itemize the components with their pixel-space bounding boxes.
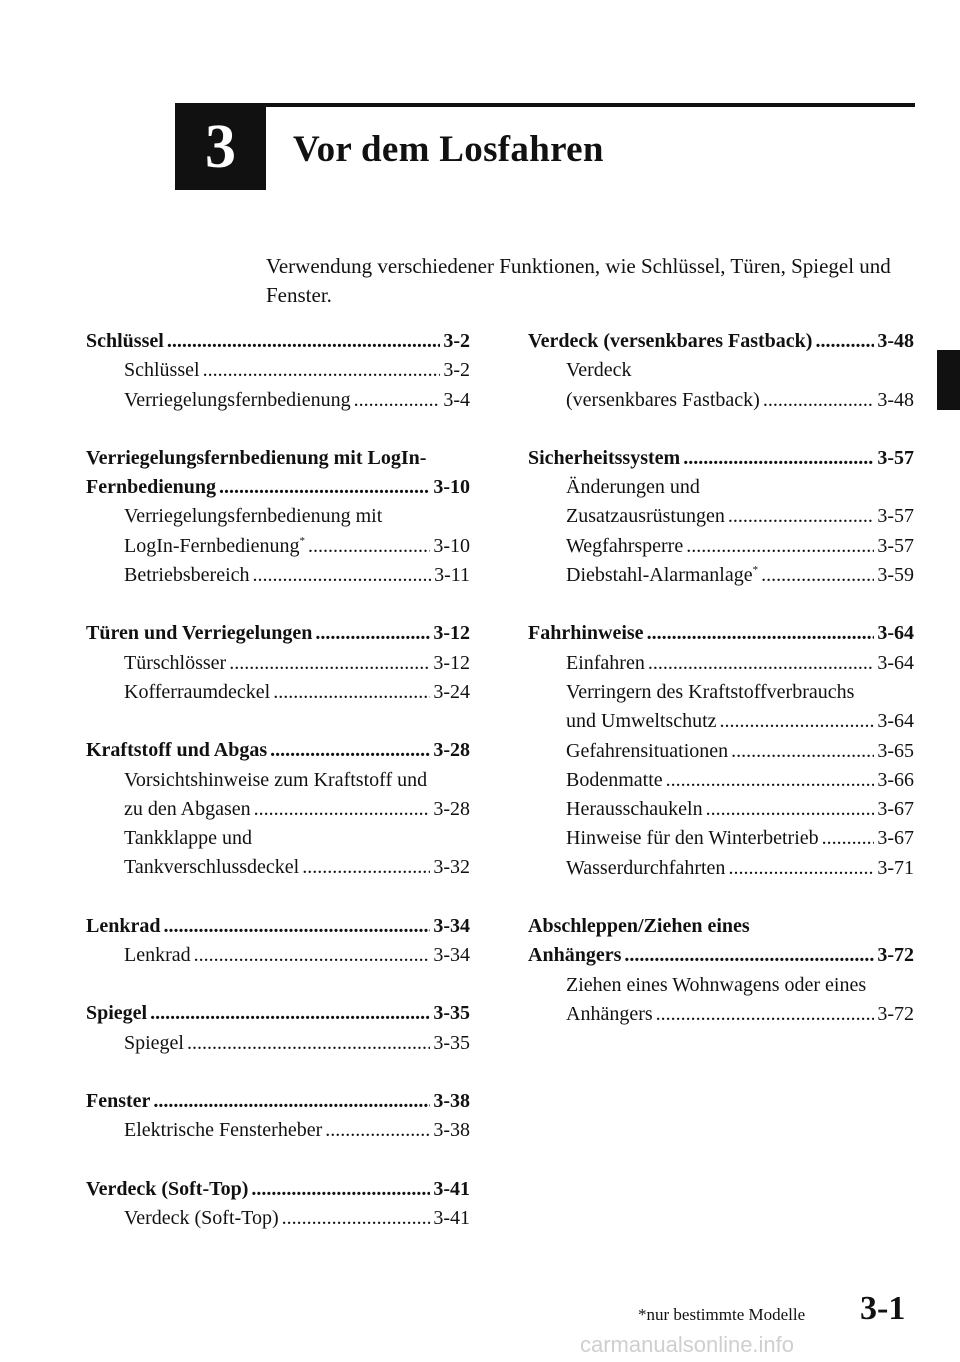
toc-entry[interactable] bbox=[528, 505, 914, 534]
toc-entry[interactable] bbox=[528, 827, 914, 856]
toc-page-ref: 3-12 bbox=[433, 622, 470, 645]
leader-dots bbox=[648, 652, 874, 675]
leader-dots bbox=[167, 330, 441, 353]
leader-dots bbox=[728, 505, 874, 528]
toc-entry[interactable] bbox=[528, 1003, 914, 1032]
chapter-header-rule bbox=[175, 103, 915, 107]
toc-page-ref: 3-34 bbox=[433, 914, 470, 937]
toc-page-ref: 3-64 bbox=[877, 710, 914, 733]
leader-dots bbox=[150, 1002, 430, 1025]
chapter-title: Vor dem Losfahren bbox=[293, 129, 604, 170]
leader-dots bbox=[153, 1090, 430, 1113]
toc-entry-line bbox=[528, 681, 914, 710]
toc-entry-text-wrap bbox=[124, 1119, 322, 1142]
toc-page-ref: 3-28 bbox=[433, 739, 470, 762]
leader-dots bbox=[706, 798, 875, 821]
toc-entry[interactable] bbox=[86, 564, 470, 593]
leader-dots bbox=[273, 681, 430, 704]
leader-dots bbox=[194, 944, 431, 967]
leader-dots bbox=[720, 710, 875, 733]
toc-entry-text-wrap bbox=[566, 769, 663, 792]
toc-page-ref: 3-2 bbox=[443, 330, 470, 352]
leader-dots bbox=[315, 622, 430, 645]
toc-entry-text-wrap bbox=[124, 944, 191, 967]
toc-entry[interactable] bbox=[86, 359, 470, 388]
toc-heading-text: Kraftstoff und Abgas bbox=[86, 739, 268, 762]
leader-dots bbox=[203, 359, 441, 382]
toc-page-ref: 3-41 bbox=[433, 1177, 470, 1200]
chapter-thumb-tab bbox=[937, 350, 960, 410]
toc-entry-text: Verdeck bbox=[566, 359, 632, 382]
toc-page-ref: 3-12 bbox=[433, 651, 470, 674]
toc-entry-text: Wasserdurchfahrten bbox=[566, 856, 726, 879]
toc-entry-text-wrap bbox=[566, 1003, 653, 1026]
toc-entry-text-wrap bbox=[566, 798, 703, 821]
toc-left-column bbox=[86, 330, 470, 1265]
leader-dots bbox=[187, 1032, 430, 1055]
toc-entry-text: und Umweltschutz bbox=[566, 710, 717, 733]
toc-heading-text: Abschleppen/Ziehen eines bbox=[528, 915, 750, 938]
chapter-number-box bbox=[175, 103, 266, 190]
chapter-number: 3 bbox=[205, 112, 236, 181]
toc-page-ref: 3-64 bbox=[877, 622, 914, 645]
toc-entry-text-wrap bbox=[566, 827, 819, 850]
leader-dots bbox=[229, 652, 430, 675]
toc-section bbox=[86, 1178, 470, 1237]
toc-entry-text-wrap bbox=[566, 535, 683, 558]
toc-section-heading[interactable] bbox=[86, 622, 470, 651]
toc-entry-text: Hinweise für den Winterbetrieb bbox=[566, 827, 819, 850]
leader-dots bbox=[686, 535, 874, 558]
toc-section-heading-line bbox=[528, 915, 914, 944]
toc-entry[interactable] bbox=[86, 944, 470, 973]
toc-entry-text-wrap bbox=[124, 535, 305, 558]
leader-dots bbox=[647, 622, 875, 645]
toc-entry-text: Vorsichtshinweise zum Kraftstoff und bbox=[124, 768, 428, 791]
toc-entry[interactable] bbox=[528, 564, 914, 593]
toc-page-ref: 3-38 bbox=[433, 1119, 470, 1142]
toc-page-ref: 3-57 bbox=[877, 505, 914, 528]
leader-dots bbox=[683, 447, 874, 470]
leader-dots bbox=[308, 535, 430, 558]
toc-section bbox=[86, 1002, 470, 1061]
toc-entry-text-wrap bbox=[566, 857, 725, 880]
toc-page-ref: 3-64 bbox=[877, 651, 914, 674]
leader-dots bbox=[763, 389, 875, 412]
toc-page-ref: 3-57 bbox=[877, 446, 914, 469]
toc-page-ref: 3-10 bbox=[433, 476, 470, 499]
toc-heading-text: Spiegel bbox=[86, 1002, 148, 1025]
toc-entry-text: Einfahren bbox=[566, 651, 645, 674]
toc-page-ref: 3-48 bbox=[877, 388, 914, 411]
toc-page-ref: 3-10 bbox=[433, 534, 470, 557]
toc-entry[interactable] bbox=[86, 389, 470, 418]
footnote: *nur bestimmte Modelle bbox=[638, 1305, 806, 1324]
toc-section-heading[interactable] bbox=[528, 447, 914, 476]
model-specific-asterisk: * bbox=[299, 534, 306, 547]
chapter-intro: Verwendung verschiedener Funktionen, wie Schlüssel, Türen, Spiegel und Fenster. bbox=[266, 254, 891, 307]
leader-dots bbox=[282, 1207, 431, 1230]
toc-section-heading-line bbox=[86, 447, 470, 476]
leader-dots bbox=[253, 564, 432, 587]
toc-heading-text: Verdeck (Soft-Top) bbox=[86, 1177, 249, 1200]
toc-entry-text: Bodenmatte bbox=[566, 768, 663, 791]
toc-entry-text-wrap bbox=[566, 652, 645, 675]
toc-entry-text: Türschlösser bbox=[124, 651, 227, 674]
toc-section bbox=[86, 447, 470, 593]
leader-dots bbox=[731, 740, 874, 763]
toc-entry-text-wrap bbox=[124, 389, 351, 412]
toc-page-ref: 3-32 bbox=[433, 856, 470, 879]
toc-heading-text: Türen und Verriegelungen bbox=[86, 622, 313, 645]
toc-entry-text-wrap bbox=[124, 359, 200, 382]
toc-entry[interactable] bbox=[528, 535, 914, 564]
toc-entry[interactable] bbox=[86, 1119, 470, 1148]
toc-entry[interactable] bbox=[86, 1207, 470, 1236]
toc-page-ref: 3-4 bbox=[443, 388, 470, 411]
model-specific-asterisk: * bbox=[752, 564, 759, 577]
toc-entry-text: Ziehen eines Wohnwagens oder eines bbox=[566, 973, 867, 996]
toc-entry-text-wrap bbox=[566, 505, 725, 528]
toc-page-ref: 3-34 bbox=[433, 944, 470, 967]
toc-section-heading[interactable] bbox=[86, 1178, 470, 1207]
leader-dots bbox=[728, 857, 874, 880]
toc-heading-text: Verriegelungsfernbedienung mit LogIn- bbox=[86, 446, 427, 469]
toc-entry[interactable] bbox=[528, 740, 914, 769]
toc-entry-text: Diebstahl-Alarmanlage bbox=[566, 564, 753, 587]
toc-section bbox=[86, 1090, 470, 1149]
toc-entry[interactable] bbox=[86, 652, 470, 681]
toc-entry[interactable] bbox=[528, 798, 914, 827]
toc-section bbox=[86, 622, 470, 710]
toc-entry-text: Wegfahrsperre bbox=[566, 534, 684, 557]
toc-entry-text: Spiegel bbox=[124, 1031, 184, 1054]
toc-page-ref: 3-59 bbox=[877, 564, 914, 587]
toc-entry-text: Gefahrensituationen bbox=[566, 739, 729, 762]
leader-dots bbox=[163, 915, 430, 938]
leader-dots bbox=[656, 1003, 875, 1026]
toc-entry-text-wrap bbox=[124, 856, 299, 879]
toc-entry-line bbox=[528, 974, 914, 1003]
toc-entry-text-wrap bbox=[566, 564, 758, 587]
toc-entry-text-wrap bbox=[124, 1207, 279, 1230]
toc-entry-line bbox=[86, 769, 470, 798]
toc-entry-text: Tankverschlussdeckel bbox=[124, 856, 300, 879]
toc-section-heading[interactable] bbox=[86, 1090, 470, 1119]
leader-dots bbox=[761, 564, 874, 587]
toc-section-heading[interactable] bbox=[86, 330, 470, 359]
leader-dots bbox=[624, 944, 874, 967]
toc-entry[interactable] bbox=[86, 798, 470, 827]
toc-entry-text: Tankklappe und bbox=[124, 827, 253, 850]
leader-dots bbox=[666, 769, 875, 792]
toc-page-ref: 3-28 bbox=[433, 797, 470, 820]
leader-dots bbox=[302, 856, 430, 879]
leader-dots bbox=[815, 330, 874, 353]
toc-section-heading[interactable] bbox=[86, 739, 470, 768]
toc-entry[interactable] bbox=[86, 1032, 470, 1061]
toc-entry[interactable] bbox=[528, 652, 914, 681]
toc-entry-text: Betriebsbereich bbox=[124, 564, 250, 587]
toc-section bbox=[528, 447, 914, 593]
toc-page-ref: 3-66 bbox=[877, 768, 914, 791]
leader-dots bbox=[822, 827, 875, 850]
toc-section-heading[interactable] bbox=[86, 915, 470, 944]
toc-page-ref: 3-72 bbox=[877, 1002, 914, 1025]
toc-entry-text: zu den Abgasen bbox=[124, 797, 251, 820]
toc-entry-text: Verriegelungsfernbedienung mit bbox=[124, 505, 383, 528]
toc-entry-text: Zusatzausrüstungen bbox=[566, 505, 725, 528]
toc-section bbox=[86, 915, 470, 974]
toc-entry-text: (versenkbares Fastback) bbox=[566, 388, 760, 411]
page-number: 3-1 bbox=[860, 1290, 906, 1327]
toc-page-ref: 3-35 bbox=[433, 1031, 470, 1054]
watermark: carmanualsonline.info bbox=[580, 1332, 795, 1357]
leader-dots bbox=[219, 476, 430, 499]
toc-entry[interactable] bbox=[528, 389, 914, 418]
toc-entry-text: Lenkrad bbox=[124, 944, 191, 967]
toc-heading-text: Fenster bbox=[86, 1089, 151, 1112]
leader-dots bbox=[251, 1178, 430, 1201]
toc-entry[interactable] bbox=[86, 681, 470, 710]
toc-section bbox=[86, 330, 470, 418]
toc-section-heading[interactable] bbox=[86, 1002, 470, 1031]
toc-entry-line bbox=[528, 476, 914, 505]
toc-section-heading[interactable] bbox=[528, 330, 914, 359]
toc-entry-text-wrap bbox=[566, 710, 717, 733]
toc-entry[interactable] bbox=[86, 535, 470, 564]
toc-entry-text: Änderungen und bbox=[566, 476, 700, 499]
toc-section-heading[interactable] bbox=[86, 476, 470, 505]
toc-entry-text-wrap bbox=[124, 564, 250, 587]
toc-page-ref: 3-38 bbox=[433, 1089, 470, 1112]
toc-entry-line bbox=[528, 359, 914, 388]
leader-dots bbox=[325, 1119, 430, 1142]
toc-entry-line bbox=[86, 505, 470, 534]
leader-dots bbox=[254, 798, 431, 821]
toc-section bbox=[528, 622, 914, 886]
toc-entry-text-wrap bbox=[124, 798, 251, 821]
toc-entry[interactable] bbox=[528, 710, 914, 739]
toc-page-ref: 3-24 bbox=[433, 680, 470, 703]
toc-page-ref: 3-57 bbox=[877, 534, 914, 557]
toc-entry-text-wrap bbox=[124, 681, 270, 704]
toc-entry-text: Elektrische Fensterheber bbox=[124, 1119, 323, 1142]
toc-page-ref: 3-48 bbox=[877, 330, 914, 352]
toc-section bbox=[528, 330, 914, 418]
toc-page-ref: 3-2 bbox=[443, 359, 470, 382]
toc-page-ref: 3-67 bbox=[877, 827, 914, 850]
toc-entry-text: Verriegelungsfernbedienung bbox=[124, 388, 351, 411]
toc-entry-text: Herausschaukeln bbox=[566, 798, 703, 821]
toc-heading-text: Anhängers bbox=[528, 944, 622, 967]
toc-entry[interactable] bbox=[528, 857, 914, 886]
toc-entry-line bbox=[86, 827, 470, 856]
toc-heading-text: Schlüssel bbox=[86, 330, 164, 352]
toc-section-heading[interactable] bbox=[528, 944, 914, 973]
toc-heading-text: Fahrhinweise bbox=[528, 622, 644, 645]
toc-entry-text: Schlüssel bbox=[124, 359, 200, 382]
toc-section bbox=[86, 739, 470, 885]
toc-entry-text-wrap bbox=[124, 652, 226, 675]
toc-entry-text-wrap bbox=[124, 1032, 184, 1055]
toc-right-column bbox=[528, 330, 914, 1061]
toc-page-ref: 3-71 bbox=[877, 856, 914, 879]
toc-heading-text: Verdeck (versenkbares Fastback) bbox=[528, 330, 813, 352]
toc-entry-text: Verringern des Kraftstoffverbrauchs bbox=[566, 680, 855, 703]
toc-section bbox=[528, 915, 914, 1032]
toc-entry-text-wrap bbox=[566, 740, 728, 763]
toc-page-ref: 3-67 bbox=[877, 798, 914, 821]
toc-entry-text: Verdeck (Soft-Top) bbox=[124, 1206, 279, 1229]
toc-section-heading[interactable] bbox=[528, 622, 914, 651]
toc-heading-text: Fernbedienung bbox=[86, 476, 217, 499]
toc-entry-text: Kofferraumdeckel bbox=[124, 680, 271, 703]
toc-entry-text-wrap bbox=[566, 389, 760, 412]
toc-page-ref: 3-41 bbox=[433, 1206, 470, 1229]
toc-page-ref: 3-72 bbox=[877, 944, 914, 967]
toc-entry-text: Anhängers bbox=[566, 1002, 653, 1025]
toc-heading-text: Lenkrad bbox=[86, 914, 161, 937]
toc-page-ref: 3-11 bbox=[434, 564, 470, 587]
toc-entry[interactable] bbox=[86, 856, 470, 885]
toc-page-ref: 3-65 bbox=[877, 739, 914, 762]
toc-page-ref: 3-35 bbox=[433, 1002, 470, 1025]
toc-heading-text: Sicherheitssystem bbox=[528, 446, 681, 469]
toc-entry-text: LogIn-Fernbedienung bbox=[124, 534, 300, 557]
leader-dots bbox=[270, 739, 430, 762]
leader-dots bbox=[354, 389, 441, 412]
toc-entry[interactable] bbox=[528, 769, 914, 798]
